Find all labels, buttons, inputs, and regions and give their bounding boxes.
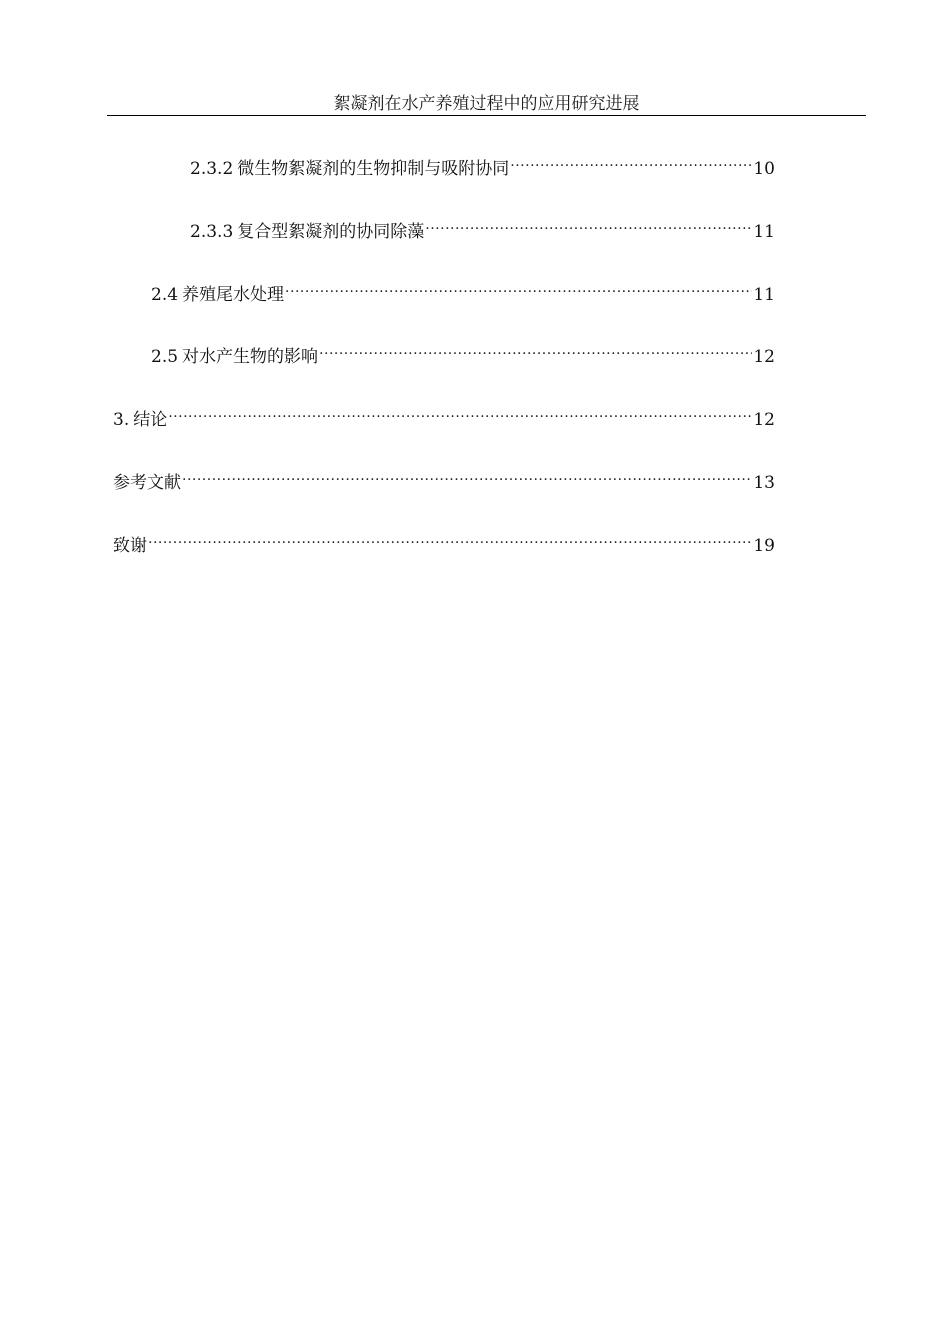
toc-entry-number: 2.3.3 (190, 222, 234, 242)
toc-entry-references[interactable] (113, 462, 775, 493)
toc-entry-title: 结论 (133, 410, 168, 430)
toc-entry-3[interactable] (113, 399, 775, 430)
toc-entry-number: 2.3.2 (190, 159, 234, 179)
toc-entry-acknowledgements[interactable] (113, 525, 775, 556)
dot-leader (168, 399, 752, 425)
toc-entry-title: 微生物絮凝剂的生物抑制与吸附协同 (237, 159, 510, 179)
toc-entry-title: 复合型絮凝剂的协同除藻 (237, 222, 425, 242)
toc-entry-2-5[interactable] (151, 336, 775, 367)
toc-entry-page: 12 (753, 347, 775, 367)
dot-leader (148, 525, 752, 551)
toc-entry-title: 养殖尾水处理 (182, 285, 285, 305)
dot-leader (182, 462, 752, 488)
toc-entry-number: 2.5 (151, 347, 179, 367)
toc-entry-page: 11 (753, 285, 775, 305)
toc-entry-page: 13 (753, 473, 775, 493)
dot-leader (319, 336, 752, 362)
toc-entry-page: 12 (753, 410, 775, 430)
toc-entry-number: 3. (113, 410, 130, 430)
toc-entry-number: 2.4 (151, 285, 179, 305)
header-rule (107, 115, 866, 116)
toc-entry-2-4[interactable] (151, 274, 775, 305)
toc-entry-title: 对水产生物的影响 (182, 347, 319, 367)
toc-entry-page: 19 (753, 536, 775, 556)
toc-entry-title: 致谢 (113, 536, 147, 556)
toc-entry-page: 10 (753, 159, 775, 179)
dot-leader (510, 148, 752, 174)
toc-entry-2-3-2[interactable] (190, 148, 775, 179)
toc-entry-2-3-3[interactable] (190, 211, 775, 242)
toc-entry-title: 参考文献 (113, 473, 181, 493)
dot-leader (425, 211, 752, 237)
toc-entry-page: 11 (753, 222, 775, 242)
dot-leader (285, 274, 752, 300)
running-header: 絮凝剂在水产养殖过程中的应用研究进展 (333, 94, 640, 114)
